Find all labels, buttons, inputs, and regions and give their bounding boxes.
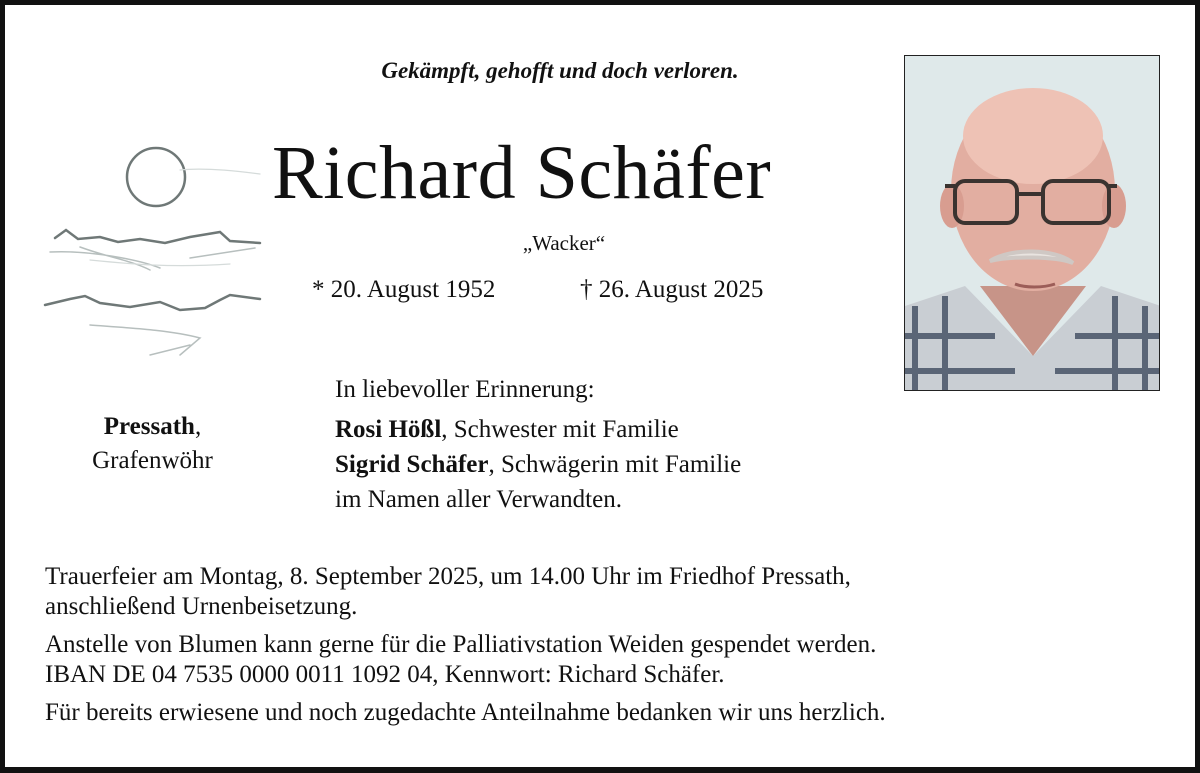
donation-info-line2: IBAN DE 04 7535 0000 0011 1092 04, Kennwort: Richard Schäfer. [45,661,725,688]
place-secondary: Grafenwöhr [92,447,213,474]
thanks-line: Für bereits erwiesene und noch zugedachte Anteilnahme bedanken wir uns herzlich. [45,699,886,726]
death-date: † 26. August 2025 [580,276,764,303]
motto: Gekämpft, gehofft und doch verloren. [381,58,739,83]
deceased-name: Richard Schäfer [272,131,772,215]
funeral-info-line2: anschließend Urnenbeisetzung. [45,593,358,620]
nickname: „Wacker“ [522,231,606,255]
mourner-name: Sigrid Schäfer [335,451,489,478]
mourner-relation: , Schwester mit Familie [441,416,679,443]
mourner-relation: , Schwägerin mit Familie [488,451,742,478]
sun-landscape-drawing [30,140,280,370]
place-comma: , [194,413,202,440]
mourner-line [335,447,741,482]
place-primary: Pressath [103,413,195,440]
birth-date: * 20. August 1952 [312,276,496,303]
memorial-closing: im Namen aller Verwandten. [335,486,622,513]
notices-block [45,562,886,736]
memorial-block [335,372,741,517]
donation-info-line1: Anstelle von Blumen kann gerne für die Palliativstation Weiden gespendet werden. [45,631,877,658]
place-block [60,410,245,478]
memorial-heading: In liebevoller Erinnerung: [335,376,595,403]
mourner-line [335,412,741,447]
funeral-info-line1: Trauerfeier am Montag, 8. September 2025, um 14.00 Uhr im Friedhof Pressath, [45,563,851,590]
mourner-name: Rosi Hößl [335,416,442,443]
portrait-photo [904,55,1160,391]
